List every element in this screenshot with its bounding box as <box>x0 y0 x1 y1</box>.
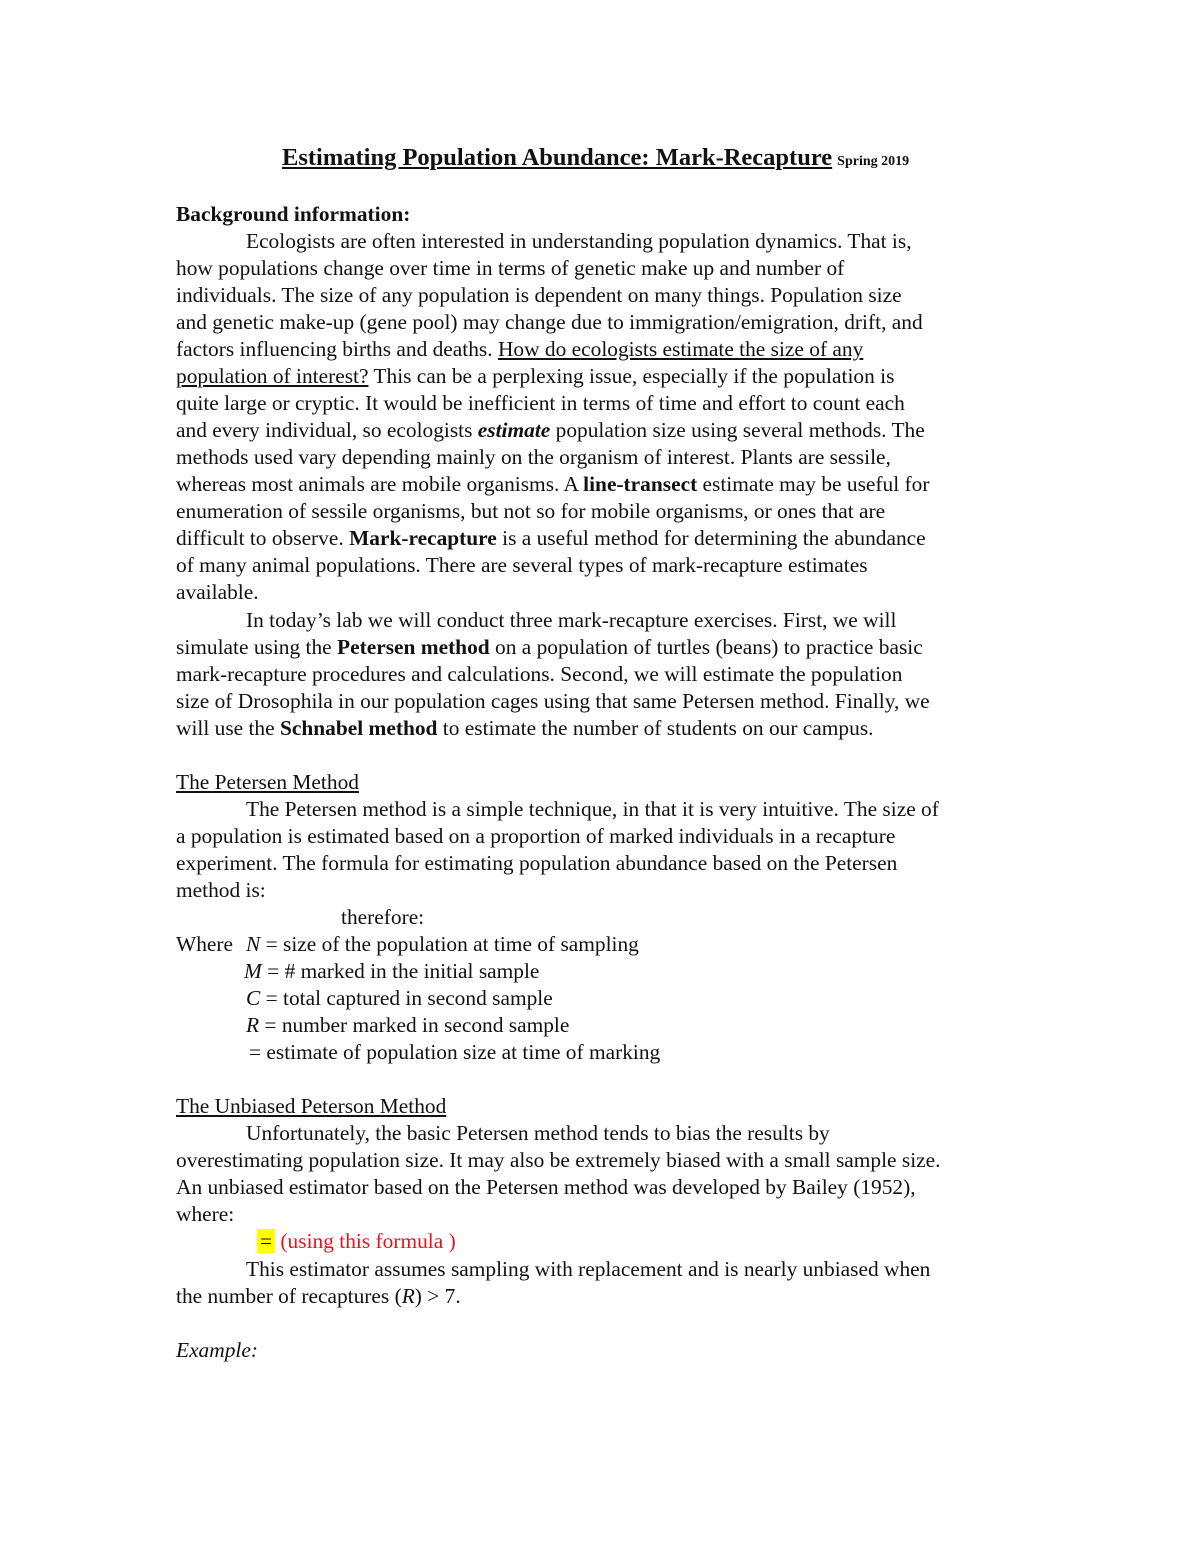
unbiased-line: An unbiased estimator based on the Petersen method was developed by Bailey (1952), <box>176 1175 916 1199</box>
bg-p2-line: mark-recapture procedures and calculations. Second, we will estimate the population <box>176 662 903 686</box>
text-span: the number of recaptures ( <box>176 1284 402 1308</box>
text-span: This can be a perplexing issue, especially if the population is <box>368 364 895 388</box>
bg-p1-line: available. <box>176 580 259 604</box>
term-petersen-method: Petersen method <box>337 635 490 659</box>
text-span: simulate using the <box>176 635 338 659</box>
symbol-N: N <box>246 932 261 956</box>
question-text: How do ecologists estimate the size of any <box>497 337 864 361</box>
unbiased-line: overestimating population size. It may also be extremely biased with a small sample size. <box>176 1148 941 1172</box>
question-text: population of interest? <box>176 364 369 388</box>
document-title <box>282 142 909 178</box>
def-N <box>246 931 639 958</box>
bg-p1-line: methods used vary depending mainly on the organism of interest. Plants are sessile, <box>176 445 891 469</box>
symbol-R: R <box>401 1284 415 1308</box>
petersen-line: a population is estimated based on a proportion of marked individuals in a recapture <box>176 824 896 848</box>
bg-p1-line: quite large or cryptic. It would be inefficient in terms of time and effort to count each <box>176 391 905 415</box>
petersen-line: method is: <box>176 878 266 902</box>
petersen-heading: The Petersen Method <box>176 770 359 794</box>
bg-p1-line <box>176 336 863 363</box>
def-estimate: = estimate of population size at time of marking <box>249 1040 661 1064</box>
bg-p1-line: how populations change over time in terms of genetic make up and number of <box>176 256 845 280</box>
bg-p1-line: enumeration of sessile organisms, but not so for mobile organisms, or ones that are <box>176 499 886 523</box>
bg-p1-line <box>176 363 894 390</box>
def-C <box>246 985 553 1012</box>
text-span: factors influencing births and deaths. <box>176 337 498 361</box>
text-span: estimate may be useful for <box>697 472 930 496</box>
unbiased-line: where: <box>176 1202 235 1226</box>
bg-p2-line: In today’s lab we will conduct three mark-recapture exercises. First, we will <box>246 608 897 632</box>
emphasis-estimate: estimate <box>477 418 551 442</box>
bg-p1-line: of many animal populations. There are several types of mark-recapture estimates <box>176 553 868 577</box>
bg-p1-line: Ecologists are often interested in understanding population dynamics. That is, <box>246 229 912 253</box>
def-text: = # marked in the initial sample <box>261 959 540 983</box>
background-heading: Background information: <box>176 202 411 226</box>
text-span: to estimate the number of students on our campus. <box>437 716 874 740</box>
bg-p1-line: and genetic make-up (gene pool) may change due to immigration/emigration, drift, and <box>176 310 923 334</box>
unbiased-line <box>176 1283 461 1310</box>
term-schnabel-method: Schnabel method <box>279 716 438 740</box>
def-text: = number marked in second sample <box>259 1013 570 1037</box>
bg-p1-line <box>176 525 926 552</box>
symbol-M: M <box>244 959 262 983</box>
petersen-line: experiment. The formula for estimating population abundance based on the Petersen <box>176 851 898 875</box>
unbiased-line: Unfortunately, the basic Petersen method tends to bias the results by <box>246 1121 830 1145</box>
def-M <box>244 958 539 985</box>
text-span: difficult to observe. <box>176 526 350 550</box>
unbiased-formula-line <box>257 1228 456 1255</box>
text-span: will use the <box>176 716 280 740</box>
highlighted-equals: = <box>257 1229 275 1253</box>
term-line-transect: line-transect <box>583 472 698 496</box>
text-span: whereas most animals are mobile organisms. A <box>176 472 584 496</box>
symbol-C: C <box>246 986 261 1010</box>
where-label: Where <box>176 932 233 956</box>
example-label: Example: <box>176 1338 258 1362</box>
unbiased-line: This estimator assumes sampling with replacement and is nearly unbiased when <box>246 1257 931 1281</box>
bg-p1-line <box>176 417 925 444</box>
bg-p1-line <box>176 471 929 498</box>
bg-p1-line: individuals. The size of any population is dependent on many things. Population size <box>176 283 902 307</box>
text-span: on a population of turtles (beans) to practice basic <box>489 635 923 659</box>
term-mark-recapture: Mark-recapture <box>349 526 497 550</box>
bg-p2-line: size of Drosophila in our population cages using that same Petersen method. Finally, we <box>176 689 930 713</box>
bg-p2-line <box>176 634 923 661</box>
petersen-line: The Petersen method is a simple technique, in that it is very intuitive. The size of <box>246 797 939 821</box>
bg-p2-line <box>176 715 874 742</box>
def-text: = total captured in second sample <box>260 986 553 1010</box>
text-span: is a useful method for determining the abundance <box>496 526 926 550</box>
therefore-label: therefore: <box>341 905 425 929</box>
title-term: Spring 2019 <box>837 154 910 169</box>
unbiased-heading: The Unbiased Peterson Method <box>176 1094 447 1118</box>
formula-note: (using this formula ) <box>275 1229 456 1253</box>
symbol-R: R <box>246 1013 260 1037</box>
text-span: population size using several methods. The <box>550 418 925 442</box>
def-R <box>246 1012 569 1039</box>
title-main: Estimating Population Abundance: Mark-Recapture <box>282 144 833 171</box>
text-span: ) > 7. <box>414 1284 461 1308</box>
def-text: = size of the population at time of sampling <box>260 932 639 956</box>
text-span: and every individual, so ecologists <box>176 418 478 442</box>
